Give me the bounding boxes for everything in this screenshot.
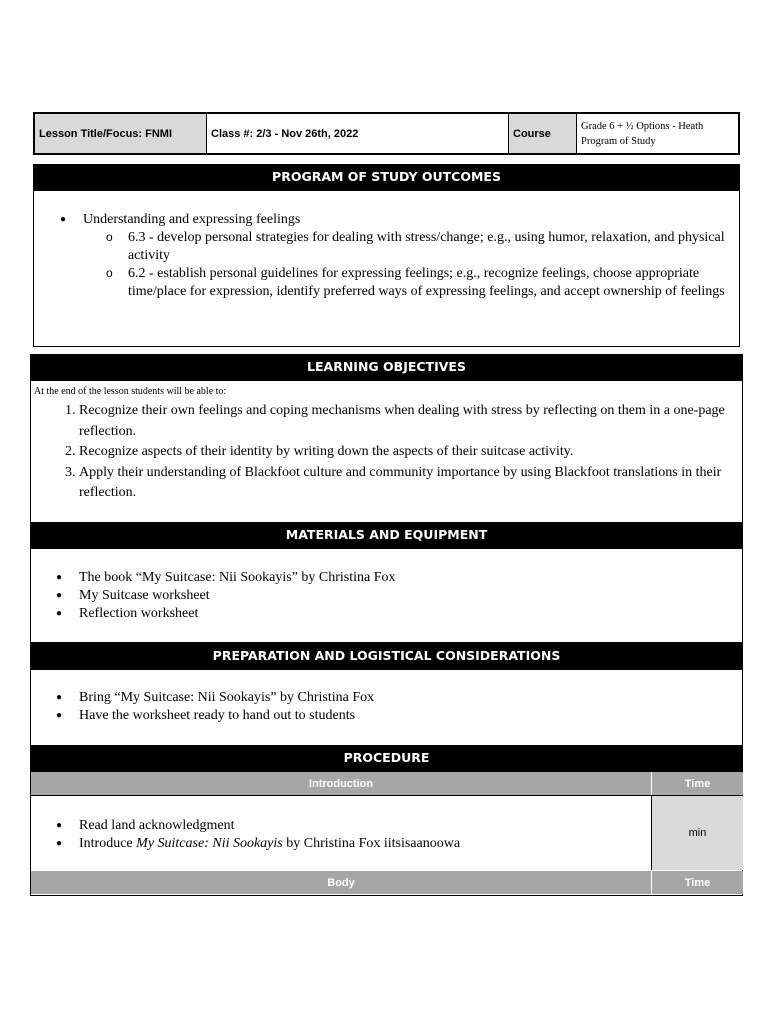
materials-list [79,569,719,623]
intro-item-suffix: by Christina Fox iitsisaanoowa [282,836,461,851]
intro-time-header: Time [652,772,743,795]
outcome-sublist [128,229,728,301]
preparation-section [30,670,743,746]
materials-heading: MATERIALS AND EQUIPMENT [30,522,743,549]
course-label: Course [509,114,577,153]
course-value-line2: Program of Study [581,135,656,147]
outcomes-section [33,191,740,347]
intro-header: Introduction [31,772,652,795]
preparation-item: ● Bring “My Suitcase: Nii Sookayis” by Christina Fox [79,689,719,707]
procedure-table [30,772,743,896]
objective-item: 1. Recognize their own feelings and coping mechanisms when dealing with stress by reflecting on them in a one-page reflection. [79,401,741,442]
intro-item: ● Read land acknowledgment [79,817,639,835]
outcome-item: o 6.3 - develop personal strategies for dealing with stress/change; e.g., using humor, relaxation, and physical activity [128,229,728,265]
objectives-list [79,401,741,504]
procedure-heading: PROCEDURE [30,745,743,772]
objective-item: 2. Recognize aspects of their identity by writing down the aspects of their suitcase activity. [79,442,741,463]
objectives-section [30,381,743,523]
materials-section [30,549,743,643]
outcomes-heading: PROGRAM OF STUDY OUTCOMES [33,164,740,191]
outcomes-list [83,211,723,301]
intro-content [31,795,652,870]
preparation-item: ● Have the worksheet ready to hand out to students [79,707,719,725]
objectives-heading: LEARNING OBJECTIVES [30,354,743,381]
preparation-heading: PREPARATION AND LOGISTICAL CONSIDERATIONS [30,643,743,670]
course-value-line1: Grade 6 + ½ Options - Heath [581,120,704,132]
body-header: Body [31,871,652,894]
intro-time: min [652,795,743,870]
intro-item [79,835,639,853]
material-item: ● The book “My Suitcase: Nii Sookayis” by Christina Fox [79,569,719,587]
course-value [577,114,738,153]
intro-list [79,817,639,853]
preparation-list [79,689,719,725]
body-time-header: Time [652,871,743,894]
material-item: ● Reflection worksheet [79,605,719,623]
objectives-intro: At the end of the lesson students will be able to: [34,386,227,397]
objective-item: 3. Apply their understanding of Blackfoot culture and community importance by using Blackfoot translations in their reflection. [79,463,741,504]
lesson-title: Lesson Title/Focus: FNMI [35,114,207,153]
lesson-header-table [33,112,740,155]
class-info: Class #: 2/3 - Nov 26th, 2022 [207,114,509,153]
book-title: My Suitcase: Nii Sookayis [136,836,283,851]
outcome-item: o 6.2 - establish personal guidelines for expressing feelings; e.g., recognize feelings, choose appropriate time/place for expression, identify preferred ways of expressing feelings, and accept ownership of feelings [128,265,728,301]
outcome-main [83,211,723,301]
material-item: ● My Suitcase worksheet [79,587,719,605]
intro-item-prefix: Introduce [79,836,137,851]
outcome-main-text: Understanding and expressing feelings [83,212,301,227]
